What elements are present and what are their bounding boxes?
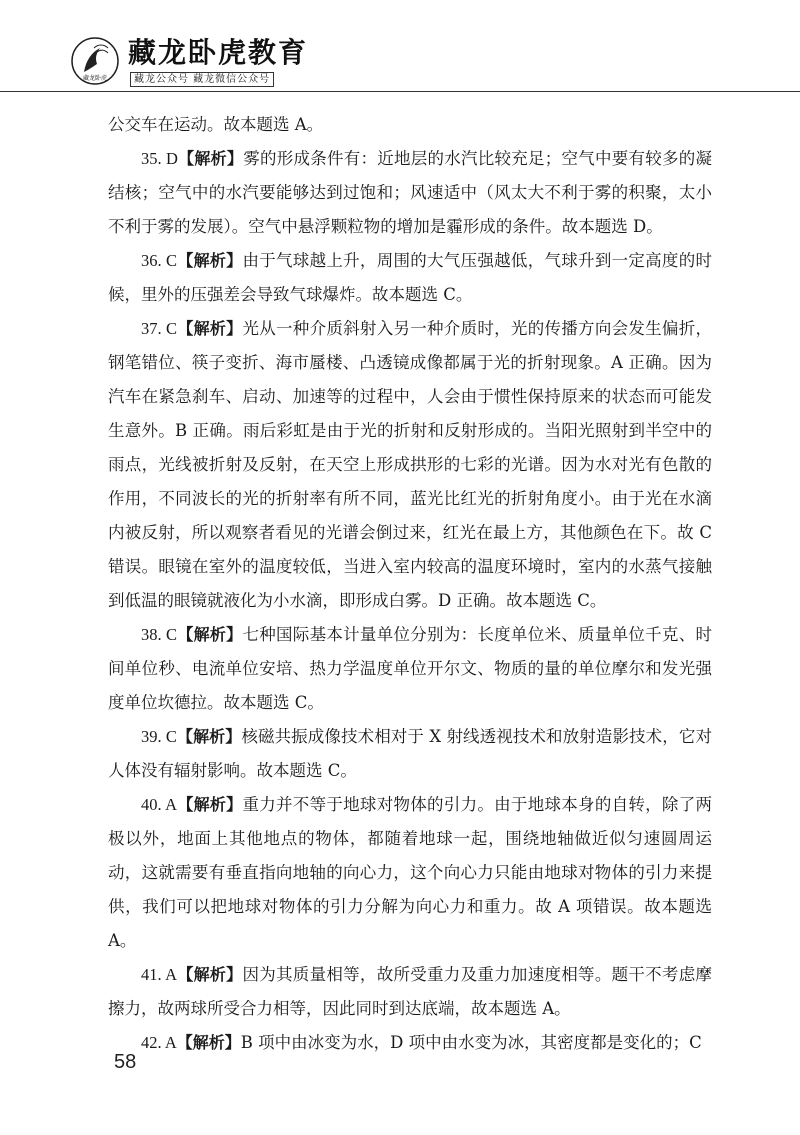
paragraph-text: 雾的形成条件有：近地层的水汽比较充足；空气中要有较多的凝结核；空气中的水汽要能够达到过饱和；风速适中（风太大不利于雾的积聚，太小不利于雾的发展）。空气中悬浮颗粒物的增加是霾形成的条件。故本题选 D。 [108, 149, 712, 236]
question-number: 40. A [141, 795, 178, 814]
paragraph-text: 重力并不等于地球对物体的引力。由于地球本身的自转，除了两极以外，地面上其他地点的物体，都随着地球一起，围绕地轴做近似匀速圆周运动，这就需要有垂直指向地轴的向心力，这个向心力只能由地球对物体的引力来提供，我们可以把地球对物体的引力分解为向心力和重力。故 A 项错误。故本题选 A。 [108, 795, 712, 950]
paragraph-text: 因为其质量相等，故所受重力及重力加速度相等。题干不考虑摩擦力，故两球所受合力相等，因此同时到达底端，故本题选 A。 [108, 965, 712, 1018]
logo-icon [70, 36, 120, 86]
paragraph [108, 788, 712, 958]
page-header [0, 0, 800, 94]
paragraph [108, 618, 712, 720]
analysis-tag: 【解析】 [177, 795, 243, 814]
question-number: 39. C [141, 727, 177, 746]
paragraph-text: 光从一种介质斜射入另一种介质时，光的传播方向会发生偏折，钢笔错位、筷子变折、海市蜃楼、凸透镜成像都属于光的折射现象。A 正确。因为汽车在紧急刹车、启动、加速等的过程中，人会由于惯性保持原来的状态而可能发生意外。B 正确。雨后彩虹是由于光的折射和反射形成的。当阳光照射到半空中的雨点，光线被折射及反射，在天空上形成拱形的七彩的光谱。因为水对光有色散的作用，不同波长的光的折射率有所不同，蓝光比红光的折射角度小。由于光在水滴内被反射，所以观察者看见的光谱会倒过来，红光在最上方，其他颜色在下。故 C 错误。眼镜在室外的温度较低，当进入室内较高的温度环境时，室内的水蒸气接触到低温的眼镜就液化为小水滴，即形成白雾。D 正确。故本题选 C。 [108, 319, 712, 610]
paragraph-text: 由于气球越上升，周围的大气压强越低，气球升到一定高度的时候，里外的压强差会导致气球爆炸。故本题选 C。 [108, 251, 712, 304]
analysis-tag: 【解析】 [176, 727, 242, 746]
analysis-tag: 【解析】 [177, 319, 243, 338]
paragraph [108, 108, 712, 142]
paragraph-text: 七种国际基本计量单位分别为：长度单位米、质量单位千克、时间单位秒、电流单位安培、热力学温度单位开尔文、物质的量的单位摩尔和发光强度单位坎德拉。故本题选 C。 [108, 625, 712, 712]
question-number: 42. A [141, 1033, 177, 1052]
brand-title: 藏龙卧虎教育 [128, 36, 309, 69]
paragraph-text: B 项中由冰变为水，D 项中由水变为冰，其密度都是变化的；C [240, 1033, 702, 1052]
question-number: 37. C [141, 319, 178, 338]
question-number: 38. C [141, 625, 178, 644]
logo-text: 藏龙卧虎 [82, 75, 108, 82]
paragraph [108, 1026, 712, 1060]
brand-subtitle: 藏龙公众号 藏龙微信公众号 [130, 72, 274, 87]
analysis-tag: 【解析】 [177, 251, 243, 270]
question-number: 35. D [141, 149, 178, 168]
paragraph [108, 720, 712, 788]
question-number: 36. C [141, 251, 178, 270]
analysis-tag: 【解析】 [176, 1033, 241, 1052]
paragraph-text: 核磁共振成像技术相对于 X 射线透视技术和放射造影技术，它对人体没有辐射影响。故本题选 C。 [108, 727, 712, 780]
page-number: 58 [114, 1051, 137, 1073]
analysis-tag: 【解析】 [177, 965, 243, 984]
question-number: 41. A [141, 965, 178, 984]
analysis-tag: 【解析】 [177, 625, 243, 644]
paragraph [108, 312, 712, 618]
answer-explanations [108, 108, 712, 1060]
analysis-tag: 【解析】 [177, 149, 244, 168]
header-divider [0, 91, 800, 92]
paragraph [108, 958, 712, 1026]
paragraph [108, 142, 712, 244]
paragraph-text: 公交车在运动。故本题选 A。 [108, 115, 324, 134]
paragraph [108, 244, 712, 312]
